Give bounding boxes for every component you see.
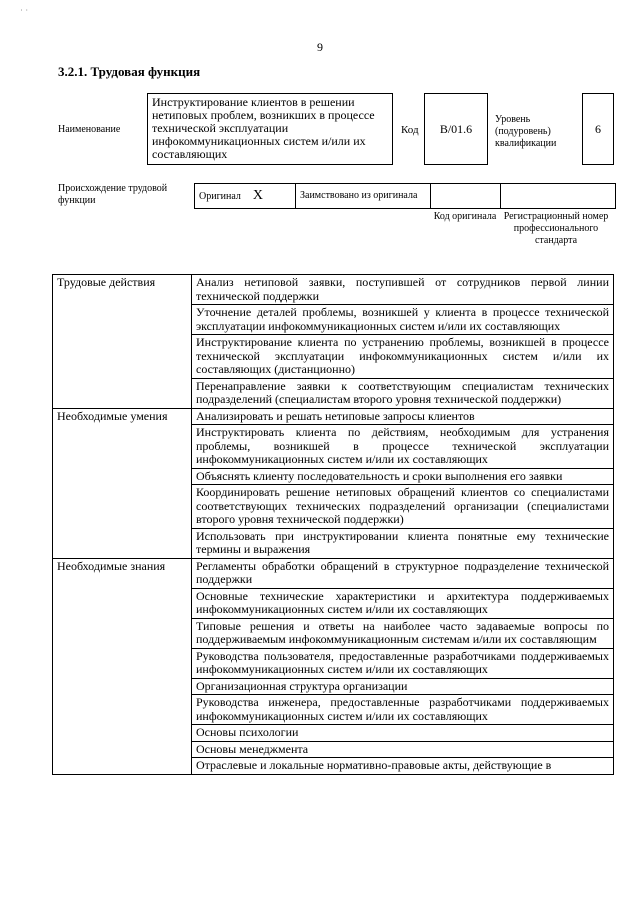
original-code-cell	[431, 184, 501, 209]
registration-cell	[501, 184, 616, 209]
level-label: Уровень (подуровень) квалификации	[495, 114, 557, 149]
original-code-label: Код оригинала	[433, 211, 497, 222]
item-cell: Объяснять клиенту последовательность и сроки выполнения его заявки	[192, 468, 614, 485]
item-cell: Руководства пользователя, предоставленные разработчиками поддерживаемых инфокоммуникационных систем и/или их составляющих	[192, 648, 614, 678]
code-value-box: B/01.6	[424, 93, 488, 165]
category-cell: Необходимые знания	[53, 558, 192, 774]
item-cell: Инструктировать клиента по действиям, необходимым для устранения проблемы, возникшей в процессе технической эксплуатации инфокоммуникационных систем и/или их составляющих	[192, 425, 614, 469]
item-cell: Организационная структура организации	[192, 678, 614, 695]
item-cell: Руководства инженера, предоставленные разработчиками поддерживаемых инфокоммуникационных систем и/или их составляющих	[192, 695, 614, 725]
item-cell: Регламенты обработки обращений в структурное подразделение технической поддержки	[192, 558, 614, 588]
table-row	[53, 275, 614, 305]
name-label: Наименование	[58, 124, 121, 135]
origin-label: Происхождение трудовой функции	[58, 183, 168, 206]
item-cell: Координировать решение нетиповых обращений клиентов со специалистами соответствующих технических подразделений организации (специалистами второго уровня технической поддержки)	[192, 485, 614, 529]
category-cell: Необходимые умения	[53, 408, 192, 558]
item-cell: Использовать при инструктировании клиента понятные ему технические термины и выражения	[192, 528, 614, 558]
item-cell: Инструктирование клиента по устранению проблемы, возникшей в процессе технической эксплуатации инфокоммуникационных систем и/или их составляющих (дистанционно)	[192, 335, 614, 379]
original-mark: X	[252, 187, 264, 203]
item-cell: Анализ нетиповой заявки, поступившей от сотрудников первой линии технической поддержки	[192, 275, 614, 305]
function-name-box: Инструктирование клиентов в решении нетиповых проблем, возникших в процессе технической эксплуатации инфокоммуникационных систем и/или их составляющих	[147, 93, 393, 165]
item-cell: Типовые решения и ответы на наиболее часто задаваемые вопросы по поддерживаемым инфокоммуникационным системам и/или их составляющим	[192, 618, 614, 648]
original-label: Оригинал	[199, 190, 241, 202]
page-bottom-margin	[0, 876, 640, 905]
code-label: Код	[401, 124, 419, 136]
item-cell: Основы менеджмента	[192, 741, 614, 758]
page-number: 9	[317, 40, 323, 54]
registration-number-label: Регистрационный номер профессионального стандарта	[503, 211, 609, 246]
scan-artifact: ˙ ˙	[20, 8, 29, 18]
item-cell: Основы психологии	[192, 725, 614, 742]
origin-table	[194, 183, 616, 209]
item-cell: Отраслевые и локальные нормативно-правовые акты, действующие в	[192, 758, 614, 775]
original-cell	[195, 184, 296, 209]
borrowed-label: Заимствовано из оригинала	[296, 184, 431, 209]
level-value-box: 6	[582, 93, 614, 165]
item-cell: Анализировать и решать нетиповые запросы клиентов	[192, 408, 614, 425]
table-row	[53, 558, 614, 588]
item-cell: Уточнение деталей проблемы, возникшей у клиента в процессе технической эксплуатации инфокоммуникационных систем и/или их составляющих	[192, 305, 614, 335]
section-title: 3.2.1. Трудовая функция	[58, 64, 201, 79]
table-row	[53, 408, 614, 425]
item-cell: Основные технические характеристики и архитектура поддерживаемых инфокоммуникационных систем и/или их составляющих	[192, 588, 614, 618]
item-cell: Перенаправление заявки к соответствующим специалистам технических подразделений (специалистам второго уровня технической поддержки)	[192, 378, 614, 408]
category-cell: Трудовые действия	[53, 275, 192, 409]
competency-table	[52, 274, 614, 775]
